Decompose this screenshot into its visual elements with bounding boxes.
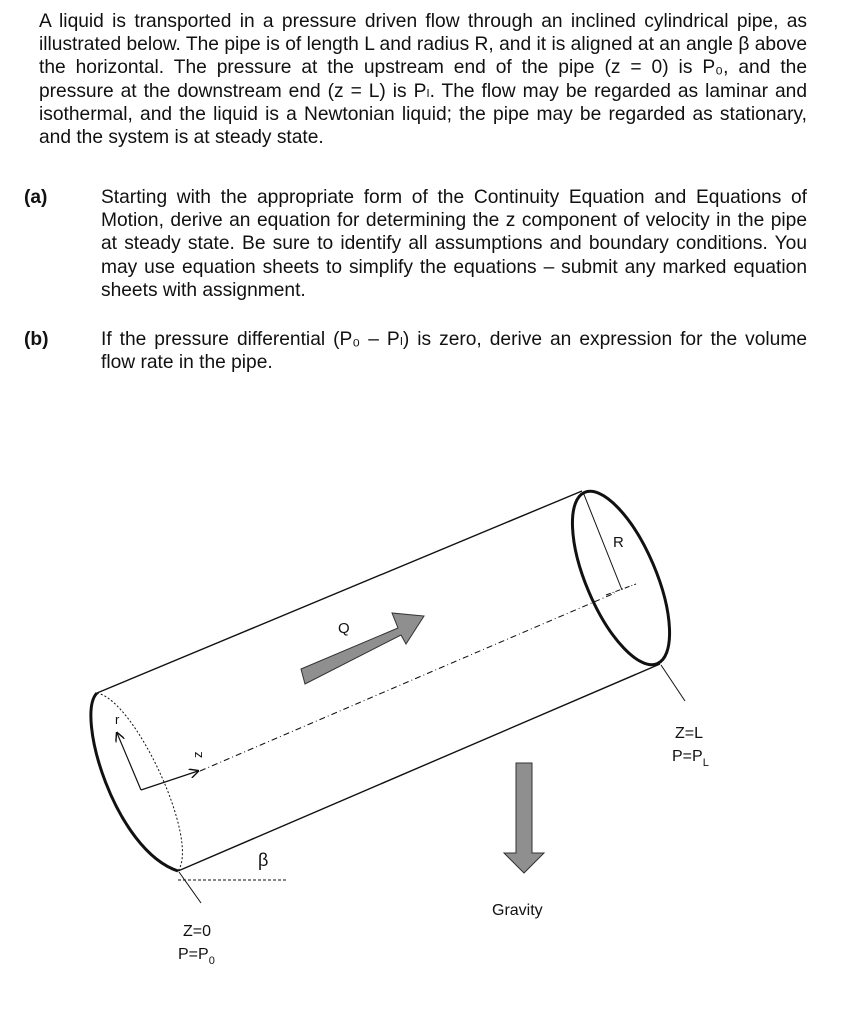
r-axis-arrow	[117, 733, 141, 790]
gravity-label: Gravity	[492, 902, 543, 919]
part-b-label: (b)	[24, 329, 49, 350]
part-a-label: (a)	[24, 187, 48, 208]
upstream-pressure-label: $P=P_0$	[178, 946, 215, 967]
flow-arrow	[301, 613, 424, 684]
downstream-center-line	[606, 584, 636, 595]
downstream-position-label: Z=L	[675, 725, 704, 742]
pipe-bottom-edge	[178, 664, 660, 871]
gravity-arrow	[504, 763, 544, 873]
downstream-end-ellipse	[552, 479, 689, 678]
upstream-position-label: Z=0	[183, 923, 212, 940]
z-label: z	[190, 751, 205, 758]
angle-beta-label: β	[258, 850, 269, 870]
radius-label: R	[613, 534, 624, 551]
r-label: r	[115, 712, 120, 727]
downstream-pressure-label: $P=P_L$	[672, 748, 709, 769]
downstream-leader-line	[661, 665, 685, 701]
z-axis-arrow	[141, 771, 198, 790]
part-b-text: If the pressure differential (P₀ – Pₗ) is zero, derive an expression for the volume flow rate in the pipe.	[101, 329, 807, 374]
flow-label: Q	[338, 620, 350, 637]
upstream-leader-line	[179, 872, 201, 903]
problem-intro: A liquid is transported in a pressure driven flow through an inclined cylindrical pipe, as illustrated below. The pipe is of length L and radius R, and it is aligned at an angle β above the horizontal. The pressure at the upstream end of the pipe (z = 0) is P₀, and the pressure at the downstream end (z = L) is Pₗ. The flow may be regarded as laminar and isothermal, and the liquid is a Newtonian liquid; the pipe may be regarded as stationary, and the system is at steady state.	[39, 11, 807, 149]
part-a-text: Starting with the appropriate form of the Continuity Equation and Equations of Motion, derive an equation for determining the z component of velocity in the pipe at steady state. Be sure to identify all assumptions and boundary conditions. You may use equation sheets to simplify the equations – submit any marked equation sheets with assignment.	[101, 187, 807, 301]
